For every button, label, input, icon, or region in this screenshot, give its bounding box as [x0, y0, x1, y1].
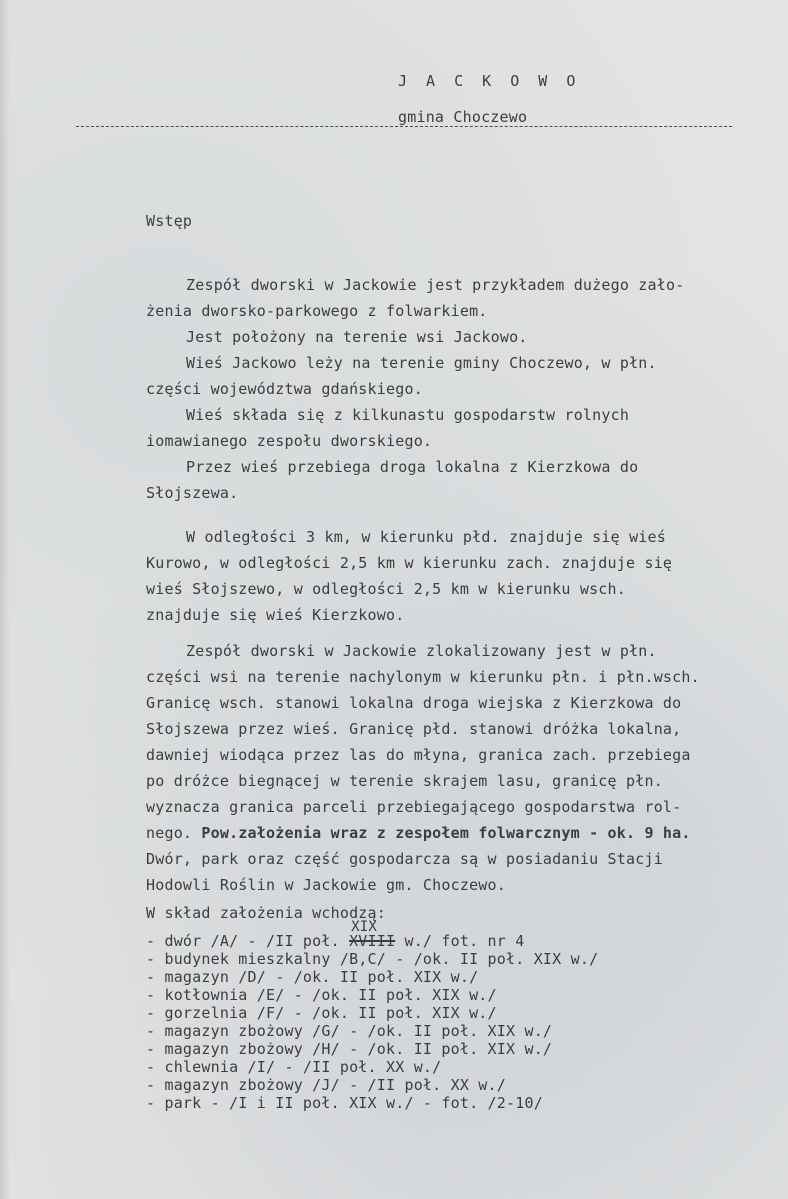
text-line: Wieś Jackowo leży na terenie gminy Choczewo, w płn. — [186, 354, 657, 372]
text-fragment: nego. — [146, 824, 202, 842]
text-line-mixed — [146, 824, 691, 842]
struck-text: XVIII — [349, 932, 396, 950]
correction — [349, 919, 396, 950]
list-item: - chlewnia /I/ - /II poł. XX w./ — [146, 1058, 442, 1076]
correction-overwrite: XIX — [351, 919, 377, 935]
list-item-text: w./ fot. nr 4 — [395, 932, 525, 950]
text-line: Zespół dworski w Jackowie zlokalizowany jest w płn. — [186, 642, 657, 660]
document-title: J A C K O W O — [398, 72, 581, 90]
title-underline-rule — [76, 126, 732, 127]
text-line: żenia dworsko-parkowego z folwarkiem. — [146, 302, 488, 320]
text-line: wieś Słojszewo, w odległości 2,5 km w kierunku wsch. — [146, 580, 626, 598]
area-statement: Pow.założenia wraz z zespołem folwarcznym - ok. 9 ha. — [201, 824, 691, 842]
list-item: - magazyn zbożowy /H/ - /ok. II poł. XIX w./ — [146, 1040, 553, 1058]
list-item: - gorzelnia /F/ - /ok. II poł. XIX w./ — [146, 1004, 497, 1022]
list-item: - magazyn zbożowy /J/ - /II poł. XX w./ — [146, 1076, 506, 1094]
list-item: - magazyn zbożowy /G/ - /ok. II poł. XIX w./ — [146, 1022, 553, 1040]
text-line: Granicę wsch. stanowi lokalna droga wiejska z Kierzkowa do — [146, 694, 682, 712]
text-line: dawniej wiodąca przez las do młyna, granica zach. przebiega — [146, 746, 691, 764]
text-line: znajduje się wieś Kierzkowo. — [146, 606, 405, 624]
list-item: - kotłownia /E/ - /ok. II poł. XIX w./ — [146, 986, 497, 1004]
text-line: Słojszewa przez wieś. Granicę płd. stanowi dróżka lokalna, — [146, 720, 682, 738]
text-line: Słojszewa. — [146, 484, 239, 502]
text-line: Zespół dworski w Jackowie jest przykładem dużego zało- — [186, 276, 685, 294]
text-line: iomawianego zespołu dworskiego. — [146, 432, 433, 450]
text-line: W skład założenia wchodzą: — [146, 904, 386, 922]
section-heading: Wstęp — [146, 212, 193, 230]
text-line: W odległości 3 km, w kierunku płd. znajduje się wieś — [186, 528, 666, 546]
list-item-text: - dwór /A/ - /II poł. — [146, 932, 350, 950]
text-line: Dwór, park oraz część gospodarcza są w posiadaniu Stacji — [146, 850, 663, 868]
text-line: Wieś składa się z kilkunastu gospodarstw rolnych — [186, 406, 630, 424]
text-line: Kurowo, w odległości 2,5 km w kierunku zach. znajduje się — [146, 554, 673, 572]
text-line: Przez wieś przebiega droga lokalna z Kierzkowa do — [186, 458, 639, 476]
document-subtitle: gmina Choczewo — [398, 108, 528, 126]
list-item: - park - /I i II poł. XIX w./ - fot. /2-10/ — [146, 1094, 543, 1112]
text-line: części województwa gdańskiego. — [146, 380, 423, 398]
list-item — [146, 919, 525, 950]
text-line: po dróżce biegnącej w terenie skrajem lasu, granicę płn. — [146, 772, 663, 790]
text-line: części wsi na terenie nachylonym w kierunku płn. i płn.wsch. — [146, 668, 700, 686]
page-edge-shadow — [0, 0, 10, 1199]
list-item: - magazyn /D/ - /ok. II poł. XIX w./ — [146, 968, 479, 986]
list-item: - budynek mieszkalny /B,C/ - /ok. II poł. XIX w./ — [146, 950, 599, 968]
text-line: wyznacza granica parceli przebiegającego gospodarstwa rol- — [146, 798, 682, 816]
text-line: Jest położony na terenie wsi Jackowo. — [186, 328, 528, 346]
text-line: Hodowli Roślin w Jackowie gm. Choczewo. — [146, 876, 506, 894]
